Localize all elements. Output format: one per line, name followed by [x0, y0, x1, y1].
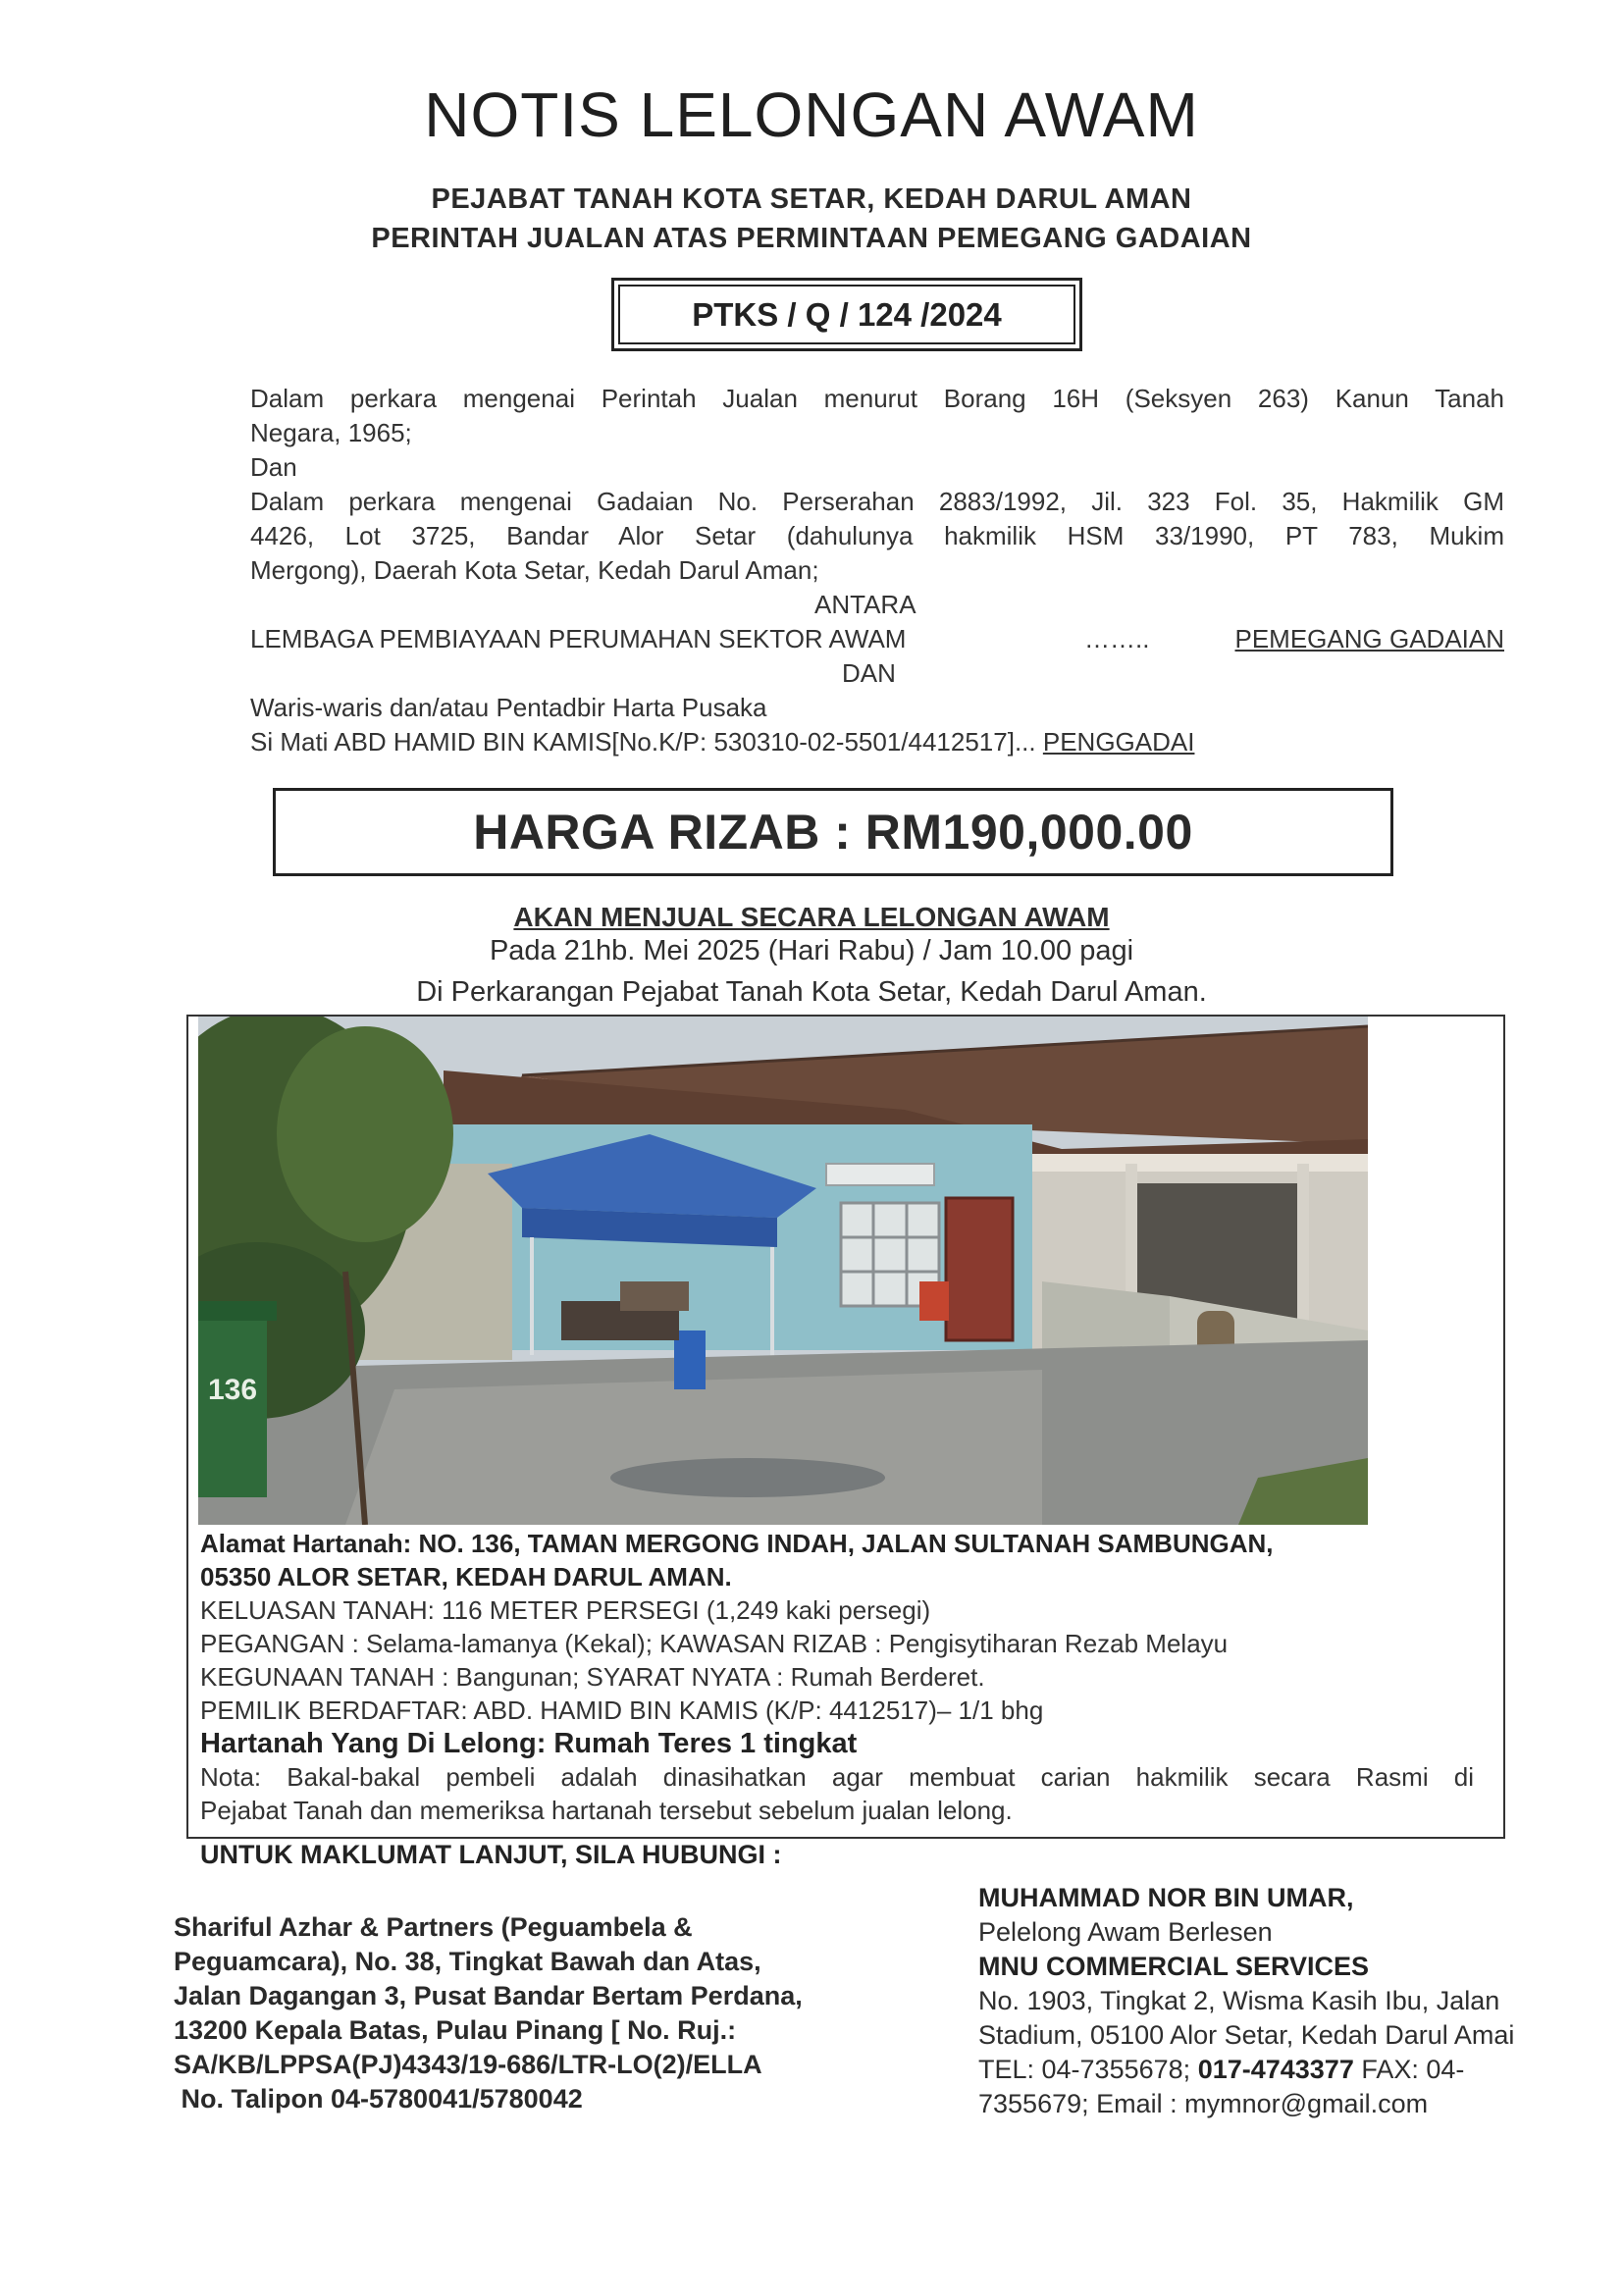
bin-number: 136	[208, 1374, 258, 1406]
matter-line: Negara, 1965;	[250, 418, 412, 447]
buyer-note: Nota: Bakal-bakal pembeli adalah dinasihatkan agar membuat carian hakmilik secara Rasmi di	[200, 1762, 1474, 1792]
subtitle-order: PERINTAH JUALAN ATAS PERMINTAAN PEMEGANG GADAIAN	[371, 223, 1252, 254]
auctioneer-company: MNU COMMERCIAL SERVICES	[978, 1952, 1370, 1981]
lawyer-line: Peguamcara), No. 38, Tingkat Bawah dan Atas,	[174, 1947, 761, 1976]
matter-section	[250, 382, 1504, 759]
land-area: KELUASAN TANAH: 116 METER PERSEGI (1,249 kaki persegi)	[200, 1595, 931, 1625]
lawyer-line: Jalan Dagangan 3, Pusat Bandar Bertam Perdana,	[174, 1981, 803, 2010]
land-use: KEGUNAAN TANAH : Bangunan; SYARAT NYATA : Rumah Berderet.	[200, 1662, 985, 1692]
auctioneer-name: MUHAMMAD NOR BIN UMAR,	[978, 1883, 1354, 1912]
chargor-name: Si Mati ABD HAMID BIN KAMIS[No.K/P: 530310-02-5501/4412517]...	[250, 727, 1036, 757]
chargor-role: PENGGADAI	[1042, 727, 1195, 757]
sale-venue: Di Perkarangan Pejabat Tanah Kota Setar, Kedah Darul Aman.	[416, 976, 1207, 1008]
sale-heading-text: AKAN MENJUAL SECARA LELONGAN AWAM	[513, 902, 1110, 932]
property-address: 05350 ALOR SETAR, KEDAH DARUL AMAN.	[200, 1562, 732, 1592]
auctioneer-fax-email: 7355679; Email : mymnor@gmail.com	[978, 2089, 1429, 2118]
dan-label: DAN	[842, 658, 896, 688]
auctioneer-address: Stadium, 05100 Alor Setar, Kedah Darul Amai	[978, 2020, 1515, 2050]
tenure: PEGANGAN : Selama-lamanya (Kekal); KAWASAN RIZAB : Pengisytiharan Rezab Melayu	[200, 1629, 1229, 1658]
lawyer-phone: No. Talipon 04-5780041/5780042	[174, 2084, 583, 2113]
reserve-price: HARGA RIZAB : RM190,000.00	[273, 788, 1393, 876]
sale-heading	[0, 902, 1623, 933]
matter-line: Dan	[250, 452, 297, 482]
reference-box	[611, 278, 1082, 351]
antara-label: ANTARA	[814, 590, 916, 619]
chargor-row	[250, 725, 1504, 759]
reference-number: PTKS / Q / 124 /2024	[618, 285, 1075, 344]
auctioneer-fax: FAX: 04-	[1361, 2055, 1465, 2084]
matter-line: Mergong), Daerah Kota Setar, Kedah Darul Aman;	[250, 555, 819, 585]
contact-heading: UNTUK MAKLUMAT LANJUT, SILA HUBUNGI :	[200, 1840, 782, 1869]
lawyer-line: SA/KB/LPPSA(PJ)4343/19-686/LTR-LO(2)/ELLA	[174, 2050, 762, 2079]
lawyer-line: 13200 Kepala Batas, Pulau Pinang [ No. Ruj.:	[174, 2015, 737, 2045]
matter-line: 4426, Lot 3725, Bandar Alor Setar (dahulunya hakmilik HSM 33/1990, PT 783, Mukim	[250, 521, 1504, 550]
property-address: Alamat Hartanah: NO. 136, TAMAN MERGONG INDAH, JALAN SULTANAH SAMBUNGAN,	[200, 1529, 1274, 1558]
matter-line: Dalam perkara mengenai Gadaian No. Perserahan 2883/1992, Jil. 323 Fol. 35, Hakmilik GM	[250, 487, 1504, 516]
matter-line: Dalam perkara mengenai Perintah Jualan menurut Borang 16H (Seksyen 263) Kanun Tanah	[250, 384, 1504, 413]
auctioneer-tel: TEL: 04-7355678;	[978, 2055, 1191, 2084]
auctioneer-phone-row	[978, 2053, 1587, 2087]
subtitle-land-office: PEJABAT TANAH KOTA SETAR, KEDAH DARUL AMAN	[431, 183, 1192, 215]
sale-date: Pada 21hb. Mei 2025 (Hari Rabu) / Jam 10.00 pagi	[489, 935, 1134, 966]
property-type: Hartanah Yang Di Lelong: Rumah Teres 1 tingkat	[200, 1728, 858, 1759]
buyer-note: Pejabat Tanah dan memeriksa hartanah tersebut sebelum jualan lelong.	[200, 1796, 1013, 1825]
auctioneer-address: No. 1903, Tingkat 2, Wisma Kasih Ibu, Jalan	[978, 1986, 1500, 2015]
lawyer-line: Shariful Azhar & Partners (Peguambela &	[174, 1912, 693, 1942]
chargor-line: Waris-waris dan/atau Pentadbir Harta Pusaka	[250, 693, 767, 722]
notice-title: NOTIS LELONGAN AWAM	[424, 79, 1199, 150]
auctioneer-contact	[978, 1881, 1587, 2121]
auctioneer-mobile: 017-4743377	[1197, 2055, 1354, 2084]
chargee-name: LEMBAGA PEMBIAYAAN PERUMAHAN SEKTOR AWAM	[250, 624, 907, 653]
property-details	[200, 1527, 1486, 1827]
property-photo	[198, 1017, 1368, 1525]
lawyer-contact	[174, 1910, 861, 2116]
chargee-row	[250, 622, 1504, 656]
chargee-dots: ……..	[1084, 624, 1150, 653]
auctioneer-title: Pelelong Awam Berlesen	[978, 1917, 1273, 1947]
registered-owner: PEMILIK BERDAFTAR: ABD. HAMID BIN KAMIS (K/P: 4412517)– 1/1 bhg	[200, 1696, 1044, 1725]
chargee-role: PEMEGANG GADAIAN	[1234, 624, 1504, 653]
